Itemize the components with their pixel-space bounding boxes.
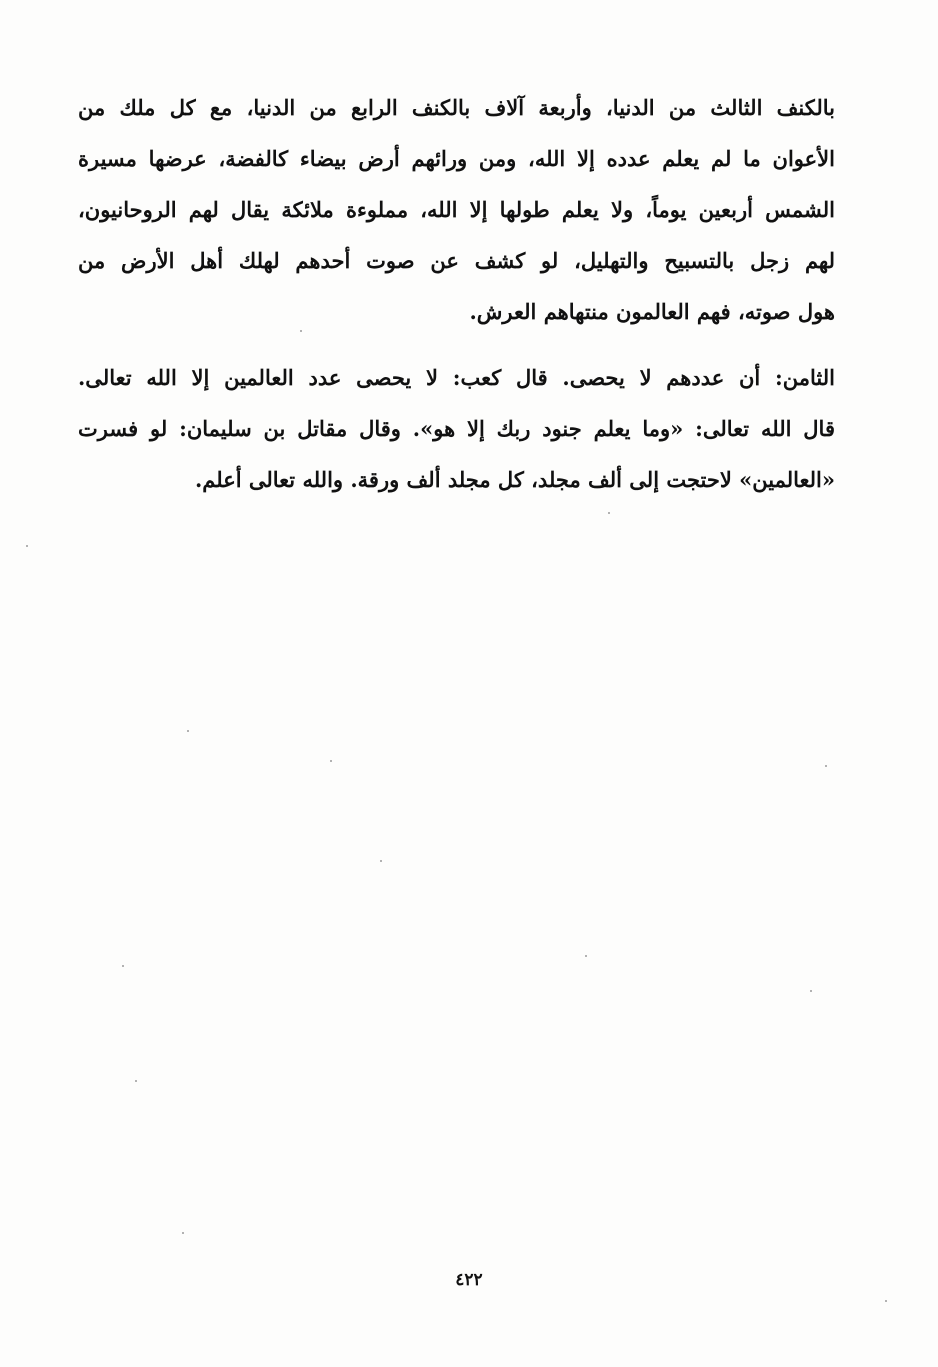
paragraph-1-line-1: بالكنف الثالث من الدنيا، وأربعة آلاف بالكنف الرابع من الدنيا، مع كل ملك من [78, 95, 835, 120]
page-number: ٤٢٢ [455, 1270, 483, 1290]
paragraph-1 [78, 82, 835, 337]
paragraph-1-line-5: هول صوته، فهم العالمون منتهاهم العرش. [469, 299, 835, 324]
paragraph-1-line-4: لهم زجل بالتسبيح والتهليل، لو كشف عن صوت أحدهم لهلك أهل الأرض من [78, 248, 835, 273]
scan-speck [135, 1080, 137, 1082]
paragraph-2 [78, 352, 835, 505]
scan-speck [330, 760, 332, 762]
paragraph-1-line-2: الأعوان ما لم يعلم عدده إلا الله، ومن ورائهم أرض بيضاء كالفضة، عرضها مسيرة [78, 146, 835, 171]
paragraph-1-line-3: الشمس أربعين يوماً، ولا يعلم طولها إلا الله، مملوءة ملائكة يقال لهم الروحانيون، [78, 197, 835, 222]
scan-speck [182, 1232, 184, 1234]
paragraph-2-line-3: «العالمين» لاحتجت إلى ألف مجلد، كل مجلد ألف ورقة. والله تعالى أعلم. [194, 467, 835, 492]
scan-speck [380, 860, 382, 862]
scan-speck [810, 990, 812, 992]
scan-speck [585, 955, 587, 957]
scan-speck [187, 730, 189, 732]
section-label-eighth: الثامن: [775, 365, 835, 390]
paragraph-2-line-1 [78, 352, 835, 403]
scan-speck [608, 512, 610, 514]
paragraph-2-line-2: قال الله تعالى: «وما يعلم جنود ربك إلا هو». وقال مقاتل بن سليمان: لو فسرت [78, 416, 835, 441]
scan-speck [885, 1300, 887, 1302]
scan-speck [825, 765, 827, 767]
scan-speck [26, 545, 28, 547]
paragraph-2-line-1-text: أن عددهم لا يحصى. قال كعب: لا يحصى عدد العالمين إلا الله تعالى. [78, 365, 776, 390]
scan-speck [300, 330, 302, 332]
scan-speck [122, 965, 124, 967]
